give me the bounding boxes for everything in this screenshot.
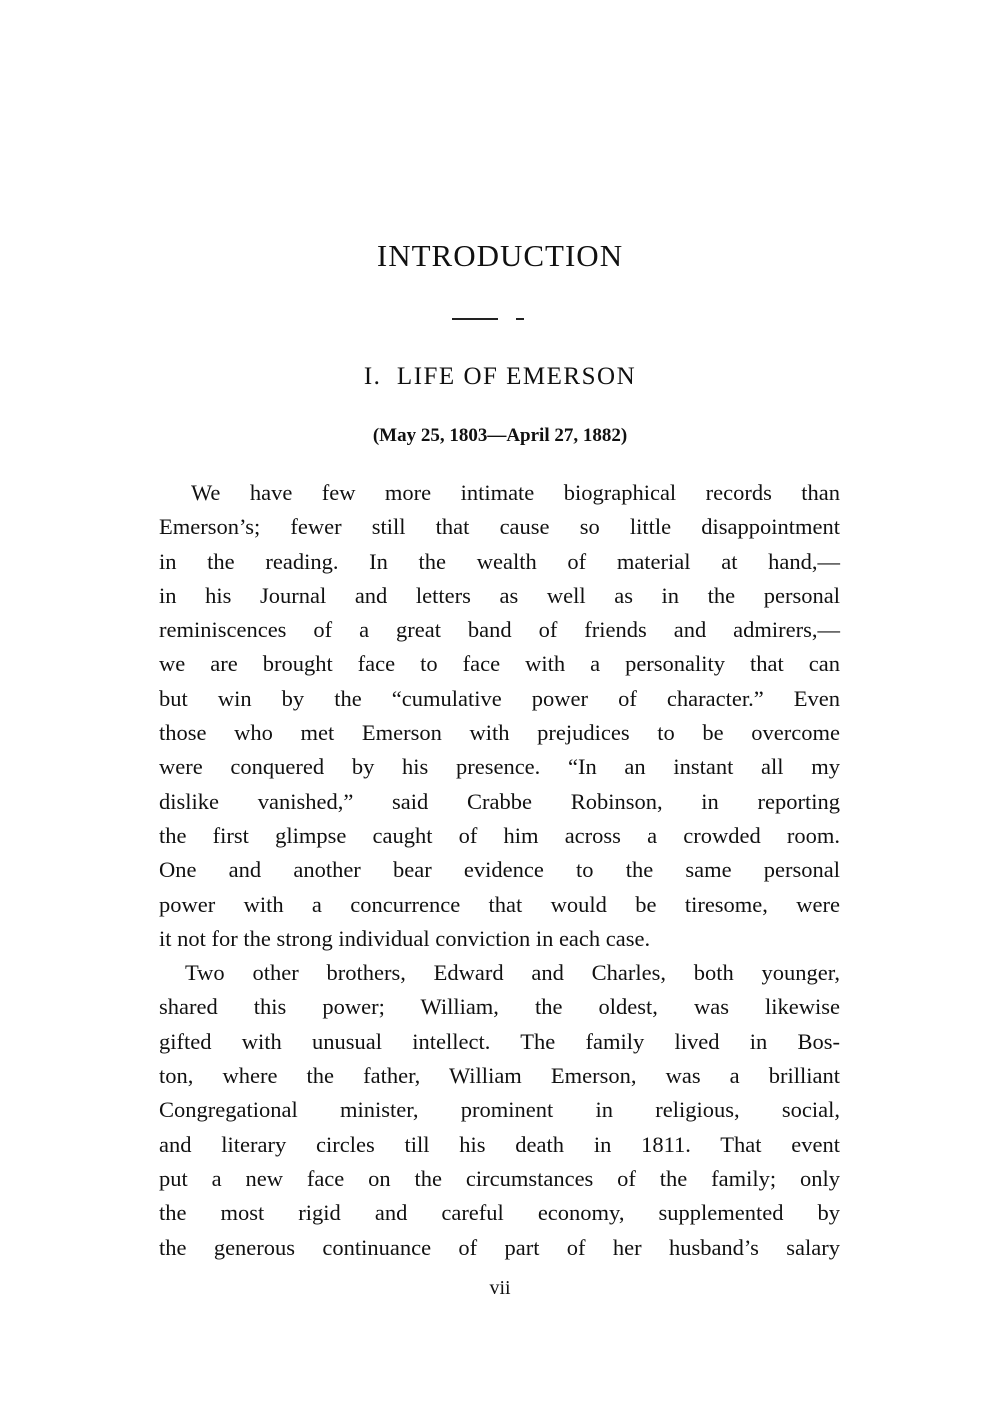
chapter-title: INTRODUCTION [376, 238, 624, 273]
text-line: put a new face on the circumstances of the family; only [159, 1165, 840, 1191]
paragraph-1 [159, 476, 840, 956]
rule-short-dash [516, 318, 524, 320]
page-number: vii [489, 1277, 511, 1299]
text-line: ton, where the father, William Emerson, was a brilliant [159, 1063, 840, 1089]
text-line: gifted with unusual intellect. The family lived in Bos- [159, 1028, 840, 1054]
text-line: those who met Emerson with prejudices to be overcome [159, 720, 840, 746]
text-line: We have few more intimate biographical records than [191, 480, 840, 505]
text-line: the first glimpse caught of him across a crowded room. [159, 822, 840, 848]
text-line: and literary circles till his death in 1811. That event [159, 1131, 840, 1157]
text-line: in the reading. In the wealth of material at hand,— [159, 548, 840, 574]
text-line: Emerson’s; fewer still that cause so little disappointment [159, 514, 840, 540]
text-line: Congregational minister, prominent in religious, social, [159, 1097, 840, 1123]
body-text [159, 476, 840, 1265]
text-line: the generous continuance of part of her husband’s salary [159, 1234, 840, 1260]
text-line: reminiscences of a great band of friends and admirers,— [159, 617, 840, 643]
text-line: it not for the strong individual conviction in each case. [159, 925, 651, 951]
text-line: but win by the “cumulative power of character.” Even [159, 685, 840, 711]
paragraph-2 [159, 956, 840, 1265]
text-line: dislike vanished,” said Crabbe Robinson, in reporting [159, 788, 840, 814]
text-line: One and another bear evidence to the same personal [159, 857, 840, 883]
text-line: in his Journal and letters as well as in the personal [159, 582, 840, 608]
section-title: I. LIFE OF EMERSON [363, 363, 637, 390]
rule-long-dash [452, 318, 498, 320]
text-line: power with a concurrence that would be tiresome, were [159, 891, 840, 917]
text-line: we are brought face to face with a personality that can [159, 651, 840, 677]
text-line: shared this power; William, the oldest, was likewise [159, 994, 840, 1020]
section-dates: (May 25, 1803—April 27, 1882) [372, 425, 628, 446]
text-line: Two other brothers, Edward and Charles, both younger, [185, 960, 840, 986]
text-line: were conquered by his presence. “In an instant all my [159, 754, 840, 780]
text-line: the most rigid and careful economy, supplemented by [159, 1200, 840, 1226]
title-ornament-rule [452, 318, 536, 322]
